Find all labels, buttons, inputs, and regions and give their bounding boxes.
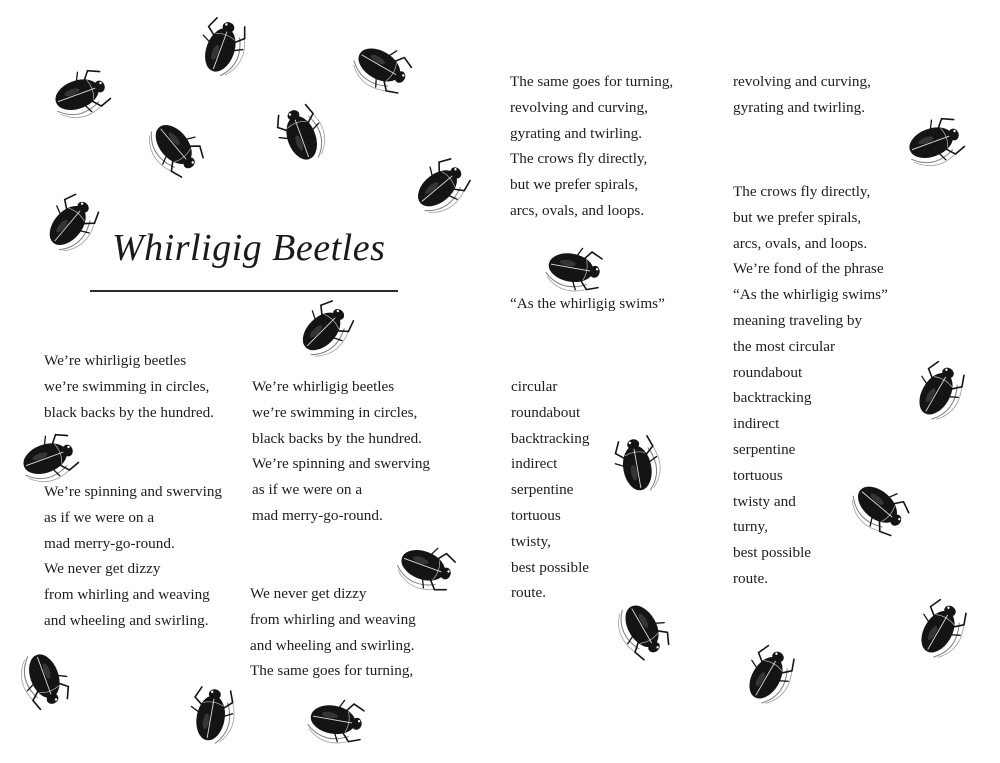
whirligig-beetle-icon xyxy=(262,104,340,168)
poem-line: arcs, ovals, and loops. xyxy=(733,234,868,252)
poem-line: “As the whirligig swims” xyxy=(733,286,888,304)
whirligig-beetle-icon xyxy=(342,34,420,98)
title-underline xyxy=(90,290,398,292)
poem-line: serpentine xyxy=(733,440,796,458)
whirligig-beetle-icon xyxy=(136,114,214,178)
whirligig-beetle-icon xyxy=(30,192,108,256)
whirligig-beetle-icon xyxy=(40,62,118,126)
voice-1-stanza-5 xyxy=(511,374,589,606)
whirligig-beetle-icon xyxy=(900,598,978,662)
whirligig-beetle-icon xyxy=(728,644,806,708)
poem-line: revolving and curving, xyxy=(733,73,871,90)
poem-line: We’re whirligig beetles xyxy=(44,352,187,369)
poem-line: best possible xyxy=(733,544,812,562)
poem-line: gyrating and twirling. xyxy=(733,98,866,116)
voice-1-stanza-2 xyxy=(44,479,222,634)
whirligig-beetle-icon xyxy=(296,688,374,752)
poem-line: gyrating and twirling. xyxy=(510,124,643,142)
whirligig-beetle-icon xyxy=(284,298,362,362)
whirligig-beetle-icon xyxy=(898,360,976,424)
whirligig-beetle-icon xyxy=(172,684,250,748)
whirligig-beetle-icon xyxy=(182,16,260,80)
poem-line: revolving and curving, xyxy=(510,98,648,116)
voice-2-stanza-1 xyxy=(252,374,430,529)
whirligig-beetle-icon xyxy=(598,434,676,498)
poem-line: the most circular xyxy=(733,337,836,355)
poem-line: indirect xyxy=(511,455,558,473)
poem-title: Whirligig Beetles xyxy=(112,227,386,269)
poem-line: We’re spinning and swerving xyxy=(44,483,223,500)
voice-1-stanza-1 xyxy=(44,348,214,425)
poem-line: mad merry-go-round. xyxy=(252,506,383,524)
poem-line: We’re whirligig beetles xyxy=(252,378,395,395)
poem-line: We’re fond of the phrase xyxy=(733,260,884,278)
poem-line: route. xyxy=(733,569,769,587)
poem-line: “As the whirligig swims” xyxy=(510,295,665,312)
poem-line: from whirling and weaving xyxy=(44,586,210,604)
poem-line: tortuous xyxy=(733,466,783,484)
poem-line: circular xyxy=(511,378,558,395)
voice-1-stanza-3 xyxy=(510,69,673,224)
poem-line: best possible xyxy=(511,558,590,576)
poem-line: but we prefer spirals, xyxy=(733,208,862,226)
poem-line: and wheeling and swirling. xyxy=(44,611,209,629)
poem-line: but we prefer spirals, xyxy=(510,176,639,194)
whirligig-beetle-icon xyxy=(8,426,86,490)
poem-line: backtracking xyxy=(733,389,812,407)
poem-line: serpentine xyxy=(511,481,574,499)
poem-line: We’re spinning and swerving xyxy=(252,455,431,473)
whirligig-beetle-icon xyxy=(534,236,612,300)
poem-line: black backs by the hundred. xyxy=(44,403,214,421)
voice-2-stanza-3 xyxy=(733,69,871,121)
poem-line: as if we were on a xyxy=(252,481,363,499)
poem-line: as if we were on a xyxy=(44,508,155,526)
whirligig-beetle-icon xyxy=(6,646,84,710)
poem-line: tortuous xyxy=(511,506,561,524)
poem-line: twisty and xyxy=(733,492,796,510)
poem-line: we’re swimming in circles, xyxy=(44,377,210,395)
whirligig-beetle-icon xyxy=(840,474,918,538)
whirligig-beetle-icon xyxy=(604,596,682,660)
poem-line: twisty, xyxy=(511,532,551,550)
poem-line: We never get dizzy xyxy=(44,560,161,578)
whirligig-beetle-icon xyxy=(894,110,972,174)
poem-line: backtracking xyxy=(511,429,590,447)
poem-line: turny, xyxy=(733,518,768,536)
poem-line: The same goes for turning, xyxy=(250,662,414,680)
poem-line: roundabout xyxy=(511,403,581,421)
poem-line: mad merry-go-round. xyxy=(44,534,175,552)
whirligig-beetle-icon xyxy=(386,534,464,598)
poem-line: meaning traveling by xyxy=(733,311,863,329)
poem-line: we’re swimming in circles, xyxy=(252,403,418,421)
poem-line: roundabout xyxy=(733,363,803,381)
poem-line: and wheeling and swirling. xyxy=(250,636,415,654)
poem-line: black backs by the hundred. xyxy=(252,429,422,447)
poem-line: arcs, ovals, and loops. xyxy=(510,201,645,219)
poem-line: The crows fly directly, xyxy=(733,183,871,200)
poem-line: We never get dizzy xyxy=(250,585,367,602)
poem-line: indirect xyxy=(733,415,780,433)
whirligig-beetle-icon xyxy=(400,155,478,219)
poem-line: route. xyxy=(511,584,547,602)
poem-line: The same goes for turning, xyxy=(510,73,674,90)
poem-line: from whirling and weaving xyxy=(250,610,416,628)
poem-line: The crows fly directly, xyxy=(510,150,648,168)
